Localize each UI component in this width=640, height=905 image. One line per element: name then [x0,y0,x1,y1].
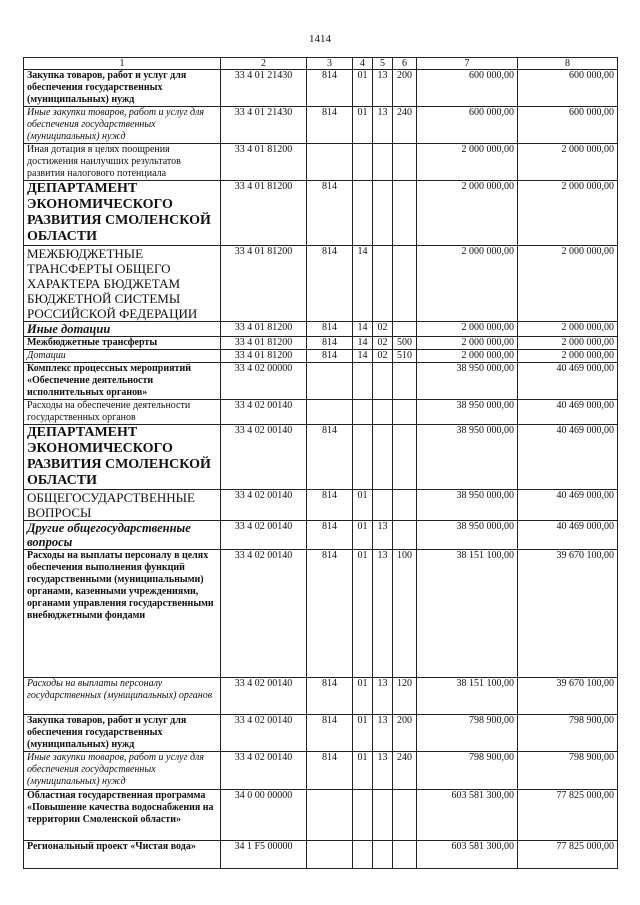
sum-year2-cell: 2 000 000,00 [518,337,618,350]
column-header: 1 [24,58,221,70]
expense-type-cell: 240 [393,107,417,144]
row-name-cell: Иные закупки товаров, работ и услуг для обеспечения государственных (муниципальных) нужд [24,752,221,790]
sum-year2-cell: 798 900,00 [518,715,618,752]
row-name-cell: Иные закупки товаров, работ и услуг для обеспечения государственных (муниципальных) нужд [24,107,221,144]
target-code-cell: 33 4 02 00140 [221,425,307,490]
subsection-cell [373,181,393,246]
subsection-cell: 02 [373,322,393,337]
sum-year1-cell: 603 581 300,00 [417,841,518,869]
subsection-cell: 13 [373,107,393,144]
expense-type-cell: 200 [393,715,417,752]
table-row [24,400,618,425]
expense-type-cell: 240 [393,752,417,790]
row-name-cell: Дотации [24,350,221,363]
subsection-cell [373,841,393,869]
ministry-code-cell: 814 [307,107,353,144]
subsection-cell: 02 [373,350,393,363]
table-row [24,350,618,363]
sum-year1-cell: 2 000 000,00 [417,350,518,363]
column-header: 5 [373,58,393,70]
ministry-code-cell: 814 [307,715,353,752]
expense-type-cell [393,521,417,550]
target-code-cell: 33 4 01 21430 [221,70,307,107]
subsection-cell: 13 [373,752,393,790]
sum-year1-cell: 600 000,00 [417,107,518,144]
column-header: 3 [307,58,353,70]
target-code-cell: 33 4 01 21430 [221,107,307,144]
row-name-cell: Расходы на обеспечение деятельности государственных органов [24,400,221,425]
expense-type-cell: 200 [393,70,417,107]
section-cell: 01 [353,752,373,790]
table-row [24,790,618,841]
sum-year1-cell: 38 950 000,00 [417,425,518,490]
sum-year1-cell: 2 000 000,00 [417,144,518,181]
subsection-cell [373,363,393,400]
section-cell: 14 [353,337,373,350]
table-row [24,322,618,337]
target-code-cell: 33 4 01 81200 [221,322,307,337]
sum-year2-cell: 40 469 000,00 [518,400,618,425]
ministry-code-cell: 814 [307,550,353,678]
row-name-cell: МЕЖБЮДЖЕТНЫЕ ТРАНСФЕРТЫ ОБЩЕГО ХАРАКТЕРА БЮДЖЕТАМ БЮДЖЕТНОЙ СИСТЕМЫ РОССИЙСКОЙ ФЕДЕРАЦИИ [24,246,221,322]
sum-year1-cell: 38 950 000,00 [417,490,518,521]
expense-type-cell [393,246,417,322]
table-row [24,425,618,490]
subsection-cell [373,144,393,181]
ministry-code-cell [307,790,353,841]
row-name-cell: Межбюджетные трансферты [24,337,221,350]
sum-year2-cell: 40 469 000,00 [518,521,618,550]
row-name-cell: Региональный проект «Чистая вода» [24,841,221,869]
target-code-cell: 33 4 02 00140 [221,490,307,521]
section-cell: 01 [353,678,373,715]
expense-type-cell [393,425,417,490]
sum-year2-cell: 798 900,00 [518,752,618,790]
column-header: 7 [417,58,518,70]
budget-table [23,57,618,869]
sum-year1-cell: 38 151 100,00 [417,678,518,715]
table-row [24,678,618,715]
target-code-cell: 33 4 02 00140 [221,521,307,550]
sum-year1-cell: 2 000 000,00 [417,322,518,337]
expense-type-cell: 120 [393,678,417,715]
column-header: 6 [393,58,417,70]
column-header: 8 [518,58,618,70]
row-name-cell: Иная дотация в целях поощрения достижения наилучших результатов развития налогового потенциала [24,144,221,181]
ministry-code-cell: 814 [307,752,353,790]
section-cell: 01 [353,490,373,521]
target-code-cell: 33 4 01 81200 [221,350,307,363]
column-header-row [24,58,618,70]
expense-type-cell [393,181,417,246]
section-cell [353,400,373,425]
column-header: 2 [221,58,307,70]
sum-year1-cell: 38 950 000,00 [417,400,518,425]
target-code-cell: 33 4 01 81200 [221,337,307,350]
expense-type-cell: 510 [393,350,417,363]
table-row [24,550,618,678]
sum-year1-cell: 2 000 000,00 [417,181,518,246]
ministry-code-cell: 814 [307,70,353,107]
target-code-cell: 33 4 02 00140 [221,400,307,425]
target-code-cell: 33 4 01 81200 [221,144,307,181]
subsection-cell: 13 [373,521,393,550]
target-code-cell: 33 4 01 81200 [221,181,307,246]
expense-type-cell [393,144,417,181]
sum-year2-cell: 2 000 000,00 [518,181,618,246]
sum-year1-cell: 38 950 000,00 [417,363,518,400]
table-row [24,107,618,144]
section-cell [353,144,373,181]
row-name-cell: ДЕПАРТАМЕНТ ЭКОНОМИЧЕСКОГО РАЗВИТИЯ СМОЛЕНСКОЙ ОБЛАСТИ [24,425,221,490]
section-cell: 01 [353,70,373,107]
ministry-code-cell [307,144,353,181]
table-row [24,715,618,752]
ministry-code-cell: 814 [307,425,353,490]
section-cell: 01 [353,107,373,144]
sum-year2-cell: 77 825 000,00 [518,841,618,869]
section-cell [353,181,373,246]
expense-type-cell [393,363,417,400]
sum-year2-cell: 39 670 100,00 [518,550,618,678]
sum-year1-cell: 2 000 000,00 [417,246,518,322]
expense-type-cell [393,490,417,521]
expense-type-cell [393,841,417,869]
sum-year1-cell: 603 581 300,00 [417,790,518,841]
ministry-code-cell: 814 [307,678,353,715]
row-name-cell: Расходы на выплаты персоналу государственных (муниципальных) органов [24,678,221,715]
sum-year2-cell: 600 000,00 [518,70,618,107]
table-row [24,70,618,107]
target-code-cell: 33 4 02 00140 [221,678,307,715]
subsection-cell: 13 [373,678,393,715]
sum-year1-cell: 2 000 000,00 [417,337,518,350]
section-cell [353,841,373,869]
sum-year2-cell: 40 469 000,00 [518,363,618,400]
section-cell: 01 [353,550,373,678]
ministry-code-cell: 814 [307,350,353,363]
target-code-cell: 33 4 02 00140 [221,550,307,678]
subsection-cell [373,790,393,841]
subsection-cell [373,490,393,521]
section-cell: 01 [353,521,373,550]
target-code-cell: 34 0 00 00000 [221,790,307,841]
section-cell: 14 [353,350,373,363]
target-code-cell: 33 4 01 81200 [221,246,307,322]
target-code-cell: 33 4 02 00140 [221,752,307,790]
sum-year1-cell: 600 000,00 [417,70,518,107]
table-row [24,521,618,550]
ministry-code-cell: 814 [307,337,353,350]
section-cell: 14 [353,246,373,322]
sum-year2-cell: 40 469 000,00 [518,425,618,490]
section-cell: 14 [353,322,373,337]
subsection-cell [373,425,393,490]
ministry-code-cell [307,841,353,869]
row-name-cell: Закупка товаров, работ и услуг для обеспечения государственных (муниципальных) нужд [24,715,221,752]
sum-year2-cell: 2 000 000,00 [518,246,618,322]
expense-type-cell: 500 [393,337,417,350]
row-name-cell: ОБЩЕГОСУДАРСТВЕННЫЕ ВОПРОСЫ [24,490,221,521]
page-number: 1414 [309,33,331,45]
ministry-code-cell: 814 [307,521,353,550]
ministry-code-cell: 814 [307,322,353,337]
table-row [24,490,618,521]
row-name-cell: ДЕПАРТАМЕНТ ЭКОНОМИЧЕСКОГО РАЗВИТИЯ СМОЛЕНСКОЙ ОБЛАСТИ [24,181,221,246]
section-cell [353,790,373,841]
row-name-cell: Расходы на выплаты персоналу в целях обеспечения выполнения функций государственными (муниципальными) органами, казенными учреждениями, органами управления государственными внебюджетными фондами [24,550,221,678]
table-row [24,246,618,322]
section-cell [353,363,373,400]
sum-year2-cell: 600 000,00 [518,107,618,144]
table-row [24,337,618,350]
expense-type-cell [393,400,417,425]
target-code-cell: 33 4 02 00000 [221,363,307,400]
sum-year1-cell: 798 900,00 [417,752,518,790]
expense-type-cell: 100 [393,550,417,678]
ministry-code-cell [307,400,353,425]
sum-year1-cell: 38 151 100,00 [417,550,518,678]
sum-year1-cell: 38 950 000,00 [417,521,518,550]
sum-year2-cell: 2 000 000,00 [518,144,618,181]
subsection-cell: 02 [373,337,393,350]
sum-year2-cell: 39 670 100,00 [518,678,618,715]
expense-type-cell [393,322,417,337]
subsection-cell [373,246,393,322]
table-row [24,841,618,869]
ministry-code-cell [307,363,353,400]
subsection-cell: 13 [373,70,393,107]
row-name-cell: Закупка товаров, работ и услуг для обеспечения государственных (муниципальных) нужд [24,70,221,107]
sum-year2-cell: 40 469 000,00 [518,490,618,521]
section-cell [353,425,373,490]
row-name-cell: Иные дотации [24,322,221,337]
sum-year2-cell: 2 000 000,00 [518,322,618,337]
target-code-cell: 33 4 02 00140 [221,715,307,752]
ministry-code-cell: 814 [307,246,353,322]
row-name-cell: Другие общегосударственные вопросы [24,521,221,550]
sum-year1-cell: 798 900,00 [417,715,518,752]
sum-year2-cell: 77 825 000,00 [518,790,618,841]
section-cell: 01 [353,715,373,752]
table-row [24,181,618,246]
table-row [24,363,618,400]
ministry-code-cell: 814 [307,181,353,246]
subsection-cell: 13 [373,550,393,678]
column-header: 4 [353,58,373,70]
ministry-code-cell: 814 [307,490,353,521]
expense-type-cell [393,790,417,841]
table-row [24,752,618,790]
subsection-cell: 13 [373,715,393,752]
target-code-cell: 34 1 F5 00000 [221,841,307,869]
subsection-cell [373,400,393,425]
sum-year2-cell: 2 000 000,00 [518,350,618,363]
table-row [24,144,618,181]
row-name-cell: Областная государственная программа «Повышение качества водоснабжения на территории Смоленской области» [24,790,221,841]
row-name-cell: Комплекс процессных мероприятий «Обеспечение деятельности исполнительных органов» [24,363,221,400]
